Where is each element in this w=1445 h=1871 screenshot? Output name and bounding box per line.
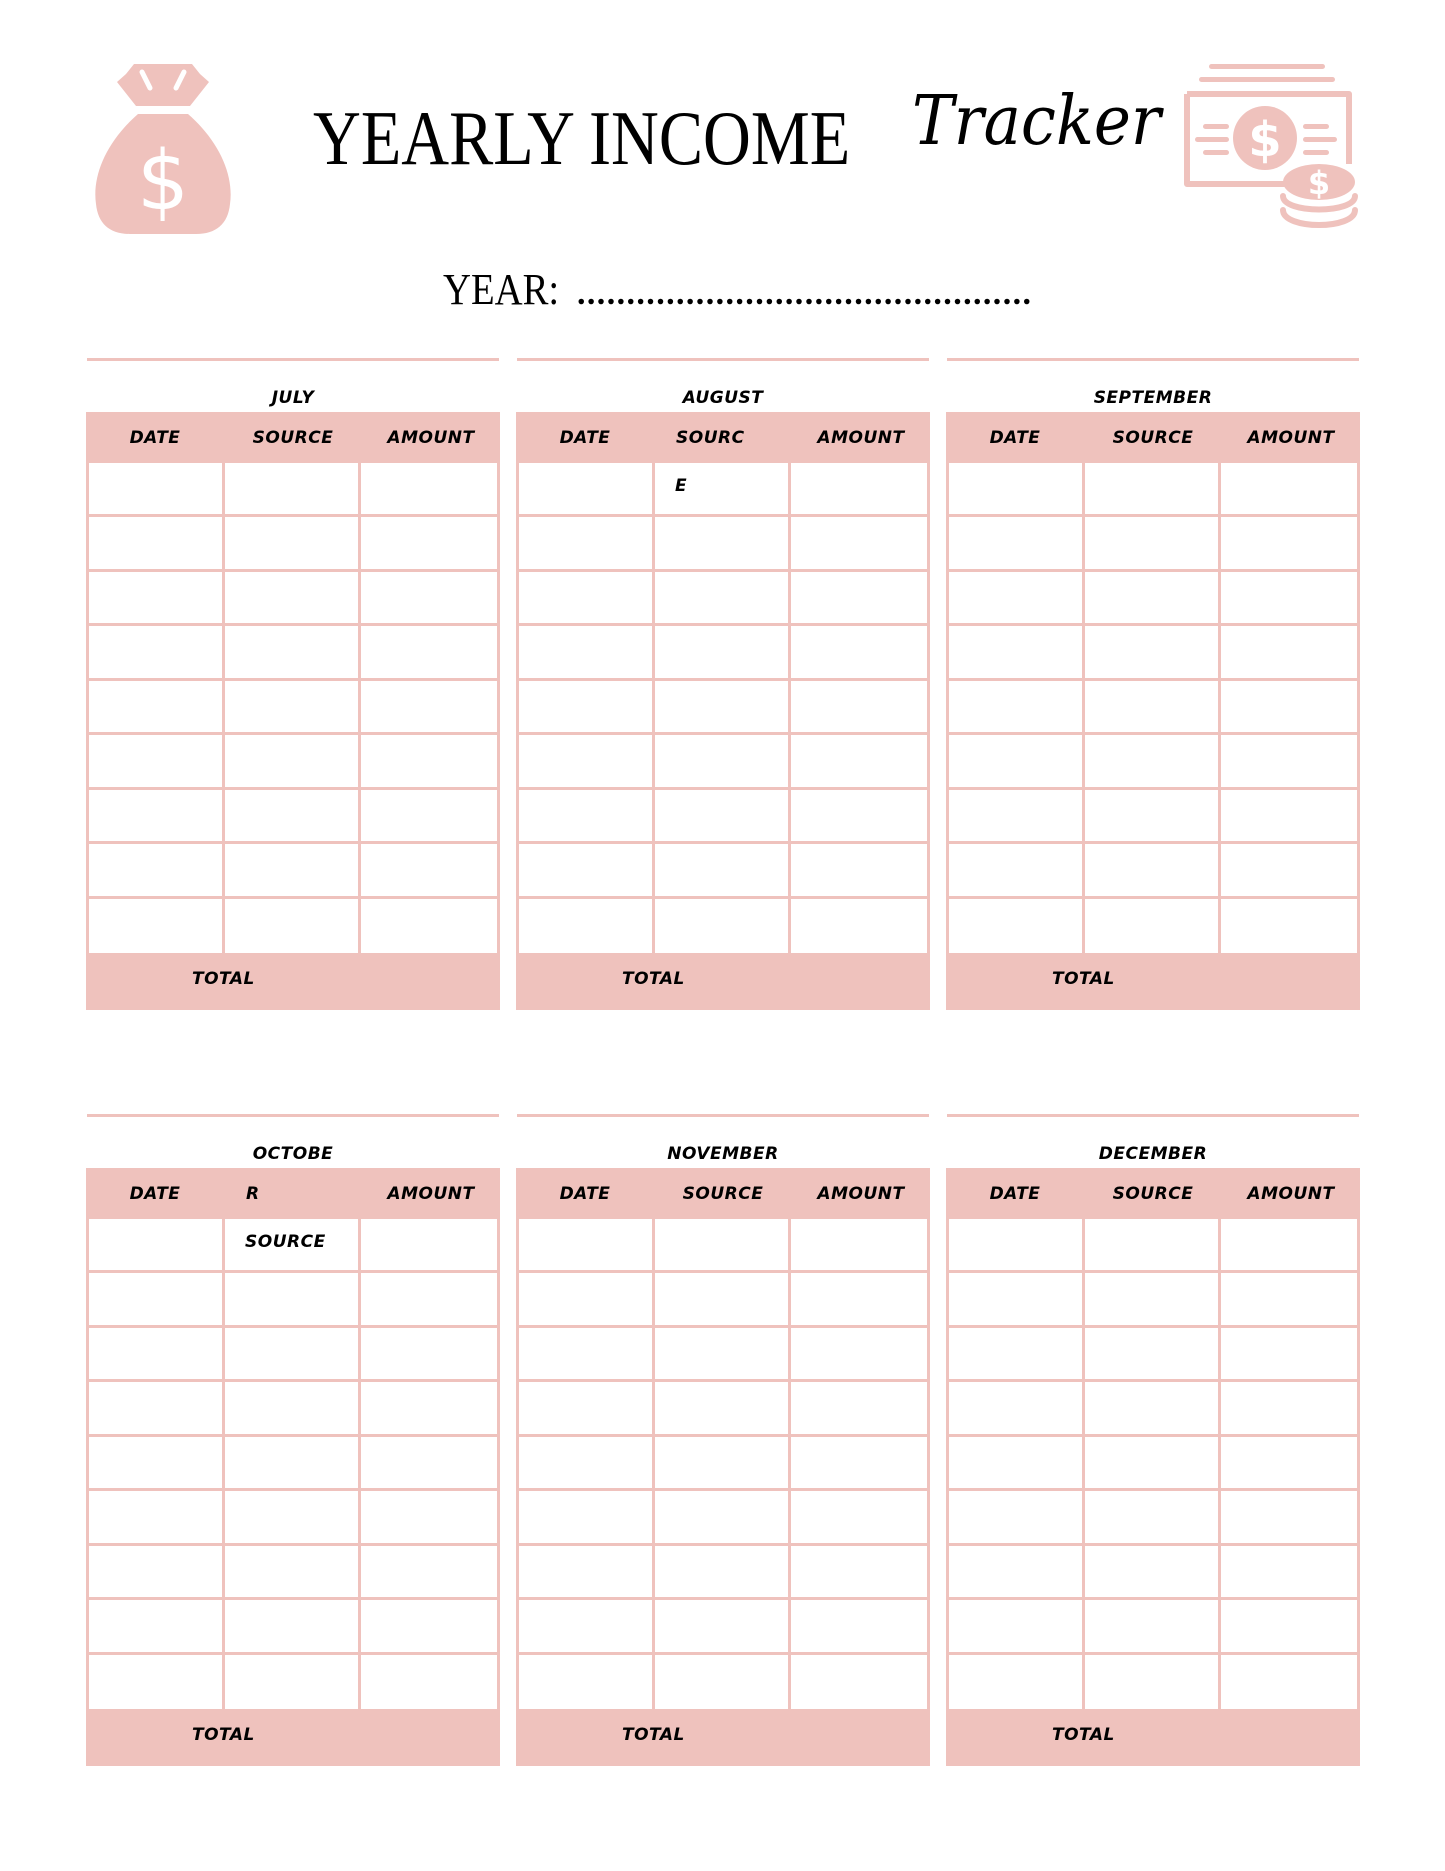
table-cell[interactable] [361,1328,497,1382]
table-cell[interactable] [791,572,927,626]
month-table-july [86,358,500,1010]
column-header: DATE [989,1184,1041,1204]
year-field[interactable] [443,265,1033,314]
table-cell[interactable] [1085,463,1221,517]
table-cell[interactable] [1085,681,1221,735]
table-cell[interactable] [1085,1600,1221,1654]
table-cell[interactable] [89,899,225,953]
table-cell[interactable] [791,517,927,571]
column-header: DATE [989,428,1041,448]
column-header: SOURCE [1112,428,1194,448]
month-name: AUGUST [682,388,764,408]
table-cell[interactable] [89,1600,225,1654]
column-header: AMOUNT [1247,428,1335,448]
column-header: SOURCE [252,428,334,448]
table-cell[interactable] [655,1600,791,1654]
table-cell[interactable] [655,1328,791,1382]
table-cell[interactable] [361,1219,497,1273]
table-cell[interactable] [89,572,225,626]
table-cell[interactable] [1221,899,1357,953]
table-cell[interactable] [655,1546,791,1600]
table-cell[interactable] [1221,1655,1357,1709]
table-cell[interactable] [225,1491,361,1545]
table-cell[interactable] [361,1437,497,1491]
table-cell[interactable] [791,1328,927,1382]
month-divider-rule [947,358,1359,361]
table-cell[interactable] [519,463,655,517]
column-header: AMOUNT [387,428,475,448]
table-cell[interactable] [519,1328,655,1382]
table-cell[interactable] [361,844,497,898]
table-cell[interactable] [949,463,1085,517]
table-cell[interactable] [519,572,655,626]
total-label: TOTAL [1052,969,1115,989]
month-name: OCTOBE [252,1144,334,1164]
table-cell[interactable] [225,1600,361,1654]
table-cell[interactable] [791,1655,927,1709]
table-cell[interactable] [655,1273,791,1327]
table-cell[interactable] [1221,517,1357,571]
money-bag-icon [92,64,234,234]
table-cell[interactable] [89,1655,225,1709]
month-name: JULY [271,388,315,408]
month-divider-rule [517,1114,929,1117]
table-cell[interactable] [949,1382,1085,1436]
table-cell[interactable] [1085,1437,1221,1491]
month-name: DECEMBER [1098,1144,1208,1164]
table-cell[interactable] [519,1491,655,1545]
table-header [516,412,930,463]
column-header: AMOUNT [817,428,905,448]
table-cell[interactable] [1221,572,1357,626]
total-row[interactable] [86,953,500,1010]
svg-text:$: $ [136,134,190,229]
table-cell[interactable] [1221,1328,1357,1382]
table-cell[interactable] [361,1655,497,1709]
table-cell[interactable] [89,1219,225,1273]
table-header [86,412,500,463]
table-cell[interactable] [225,1328,361,1382]
year-label: YEAR: [443,265,560,314]
total-label: TOTAL [622,1725,685,1745]
table-cell[interactable] [225,790,361,844]
table-cell[interactable] [519,1546,655,1600]
table-cell[interactable] [1085,572,1221,626]
table-cell[interactable] [1085,517,1221,571]
table-cell[interactable] [225,517,361,571]
table-body [86,1219,500,1709]
table-cell[interactable] [791,1382,927,1436]
table-cell[interactable] [1221,681,1357,735]
table-cell[interactable] [225,1655,361,1709]
table-cell[interactable] [519,626,655,680]
total-row[interactable] [516,953,930,1010]
table-cell[interactable] [791,1546,927,1600]
table-cell[interactable] [949,1328,1085,1382]
table-cell[interactable] [89,844,225,898]
table-cell[interactable] [361,517,497,571]
table-cell[interactable] [361,1546,497,1600]
table-cell[interactable] [1221,790,1357,844]
table-cell[interactable] [949,572,1085,626]
table-cell[interactable] [791,1437,927,1491]
table-cell[interactable] [1085,790,1221,844]
table-cell[interactable] [225,681,361,735]
table-cell[interactable] [519,790,655,844]
table-body [516,1219,930,1709]
table-cell[interactable] [225,844,361,898]
month-table-september [946,358,1360,1010]
table-cell[interactable] [949,1600,1085,1654]
table-cell[interactable] [519,1437,655,1491]
table-cell[interactable] [519,1219,655,1273]
year-input-dotted-line[interactable]: .............................................. [577,275,1033,312]
table-cell[interactable] [1221,1219,1357,1273]
column-header: SOURC [676,428,745,448]
table-cell[interactable] [361,1600,497,1654]
table-cell[interactable] [225,1546,361,1600]
table-cell[interactable] [791,1600,927,1654]
table-cell[interactable] [655,1491,791,1545]
table-cell[interactable] [1221,626,1357,680]
total-row[interactable] [516,1709,930,1766]
table-cell[interactable] [361,1273,497,1327]
month-table-november [516,1114,930,1766]
table-cell[interactable] [1085,1382,1221,1436]
table-cell[interactable] [1085,1655,1221,1709]
table-cell[interactable] [655,844,791,898]
table-cell[interactable] [949,517,1085,571]
table-cell[interactable] [519,1273,655,1327]
table-cell[interactable] [949,1219,1085,1273]
table-cell[interactable] [89,790,225,844]
table-cell[interactable] [655,681,791,735]
column-header: R [246,1184,260,1204]
table-cell[interactable] [89,735,225,789]
table-cell[interactable] [519,844,655,898]
total-label: TOTAL [1052,1725,1115,1745]
column-header: SOURCE [682,1184,764,1204]
total-row[interactable] [946,953,1360,1010]
page-title: YEARLY INCOME [313,95,851,181]
table-cell[interactable] [949,681,1085,735]
table-cell[interactable] [519,735,655,789]
svg-text:$: $ [1248,112,1282,168]
table-cell[interactable] [791,790,927,844]
total-label: TOTAL [622,969,685,989]
table-body [946,1219,1360,1709]
table-cell[interactable] [1221,1600,1357,1654]
month-table-august [516,358,930,1010]
table-cell[interactable] [1085,735,1221,789]
table-cell[interactable] [1221,463,1357,517]
table-cell[interactable] [1221,1546,1357,1600]
table-cell[interactable] [519,1382,655,1436]
month-divider-rule [87,358,499,361]
cell-text: E [675,476,688,496]
svg-text:$: $ [1307,164,1331,202]
table-cell[interactable] [89,517,225,571]
table-cell[interactable] [655,1219,791,1273]
table-header [946,1168,1360,1219]
table-cell[interactable] [361,626,497,680]
table-cell[interactable] [89,1437,225,1491]
table-cell[interactable] [89,626,225,680]
table-cell[interactable] [655,790,791,844]
table-cell[interactable] [225,1219,361,1273]
month-divider-rule [947,1114,1359,1117]
table-cell[interactable] [225,463,361,517]
table-cell[interactable] [1221,1273,1357,1327]
table-cell[interactable] [1085,1546,1221,1600]
column-header: AMOUNT [387,1184,475,1204]
table-cell[interactable] [949,626,1085,680]
table-body [946,463,1360,953]
table-header [86,1168,500,1219]
column-header: SOURCE [1112,1184,1194,1204]
total-row[interactable] [946,1709,1360,1766]
cash-and-coins-icon [1181,64,1361,234]
table-cell[interactable] [949,790,1085,844]
month-table-december [946,1114,1360,1766]
table-cell[interactable] [655,517,791,571]
table-cell[interactable] [791,899,927,953]
month-name: NOVEMBER [667,1144,779,1164]
table-cell[interactable] [655,626,791,680]
table-cell[interactable] [949,1273,1085,1327]
column-header: DATE [129,1184,181,1204]
table-cell[interactable] [655,735,791,789]
table-body [86,463,500,953]
column-header: DATE [559,428,611,448]
table-cell[interactable] [519,1655,655,1709]
table-cell[interactable] [519,899,655,953]
table-cell[interactable] [89,1273,225,1327]
table-cell[interactable] [225,1273,361,1327]
table-cell[interactable] [361,1491,497,1545]
table-cell[interactable] [89,1546,225,1600]
table-cell[interactable] [1085,1273,1221,1327]
table-cell[interactable] [949,735,1085,789]
table-cell[interactable] [1221,735,1357,789]
table-cell[interactable] [1085,844,1221,898]
table-body [516,463,930,953]
table-cell[interactable] [791,681,927,735]
table-cell[interactable] [791,844,927,898]
total-label: TOTAL [192,969,255,989]
month-name: SEPTEMBER [1093,388,1213,408]
table-cell[interactable] [655,463,791,517]
table-cell[interactable] [655,572,791,626]
table-cell[interactable] [949,1491,1085,1545]
table-cell[interactable] [361,1382,497,1436]
table-cell[interactable] [1221,844,1357,898]
table-cell[interactable] [949,1437,1085,1491]
table-cell[interactable] [89,1491,225,1545]
table-cell[interactable] [1221,1437,1357,1491]
table-cell[interactable] [949,1655,1085,1709]
table-cell[interactable] [225,626,361,680]
column-header: DATE [129,428,181,448]
table-cell[interactable] [225,572,361,626]
total-row[interactable] [86,1709,500,1766]
table-cell[interactable] [1085,1219,1221,1273]
table-header [516,1168,930,1219]
cell-text: SOURCE [245,1232,326,1252]
table-cell[interactable] [791,1219,927,1273]
column-header: AMOUNT [1247,1184,1335,1204]
table-cell[interactable] [791,735,927,789]
table-cell[interactable] [89,463,225,517]
table-cell[interactable] [89,1382,225,1436]
table-cell[interactable] [655,1382,791,1436]
table-cell[interactable] [655,899,791,953]
page-title-script: Tracker [912,82,1161,161]
table-cell[interactable] [1085,1328,1221,1382]
table-cell[interactable] [1221,1491,1357,1545]
table-cell[interactable] [519,681,655,735]
table-cell[interactable] [1085,1491,1221,1545]
column-header: AMOUNT [817,1184,905,1204]
table-cell[interactable] [361,572,497,626]
table-cell[interactable] [361,790,497,844]
table-header [946,412,1360,463]
table-cell[interactable] [225,899,361,953]
table-cell[interactable] [791,1491,927,1545]
table-cell[interactable] [1221,1382,1357,1436]
table-cell[interactable] [949,844,1085,898]
month-divider-rule [87,1114,499,1117]
column-header: DATE [559,1184,611,1204]
table-cell[interactable] [791,626,927,680]
table-cell[interactable] [791,1273,927,1327]
month-divider-rule [517,358,929,361]
table-cell[interactable] [1085,626,1221,680]
table-cell[interactable] [791,463,927,517]
table-cell[interactable] [361,899,497,953]
table-cell[interactable] [225,735,361,789]
table-cell[interactable] [1085,899,1221,953]
table-cell[interactable] [225,1382,361,1436]
table-cell[interactable] [519,1600,655,1654]
table-cell[interactable] [89,681,225,735]
total-label: TOTAL [192,1725,255,1745]
table-cell[interactable] [655,1437,791,1491]
table-cell[interactable] [89,1328,225,1382]
table-cell[interactable] [949,899,1085,953]
table-cell[interactable] [225,1437,361,1491]
table-cell[interactable] [361,463,497,517]
month-table-octobe [86,1114,500,1766]
table-cell[interactable] [519,517,655,571]
table-cell[interactable] [949,1546,1085,1600]
table-cell[interactable] [361,681,497,735]
table-cell[interactable] [361,735,497,789]
table-cell[interactable] [655,1655,791,1709]
